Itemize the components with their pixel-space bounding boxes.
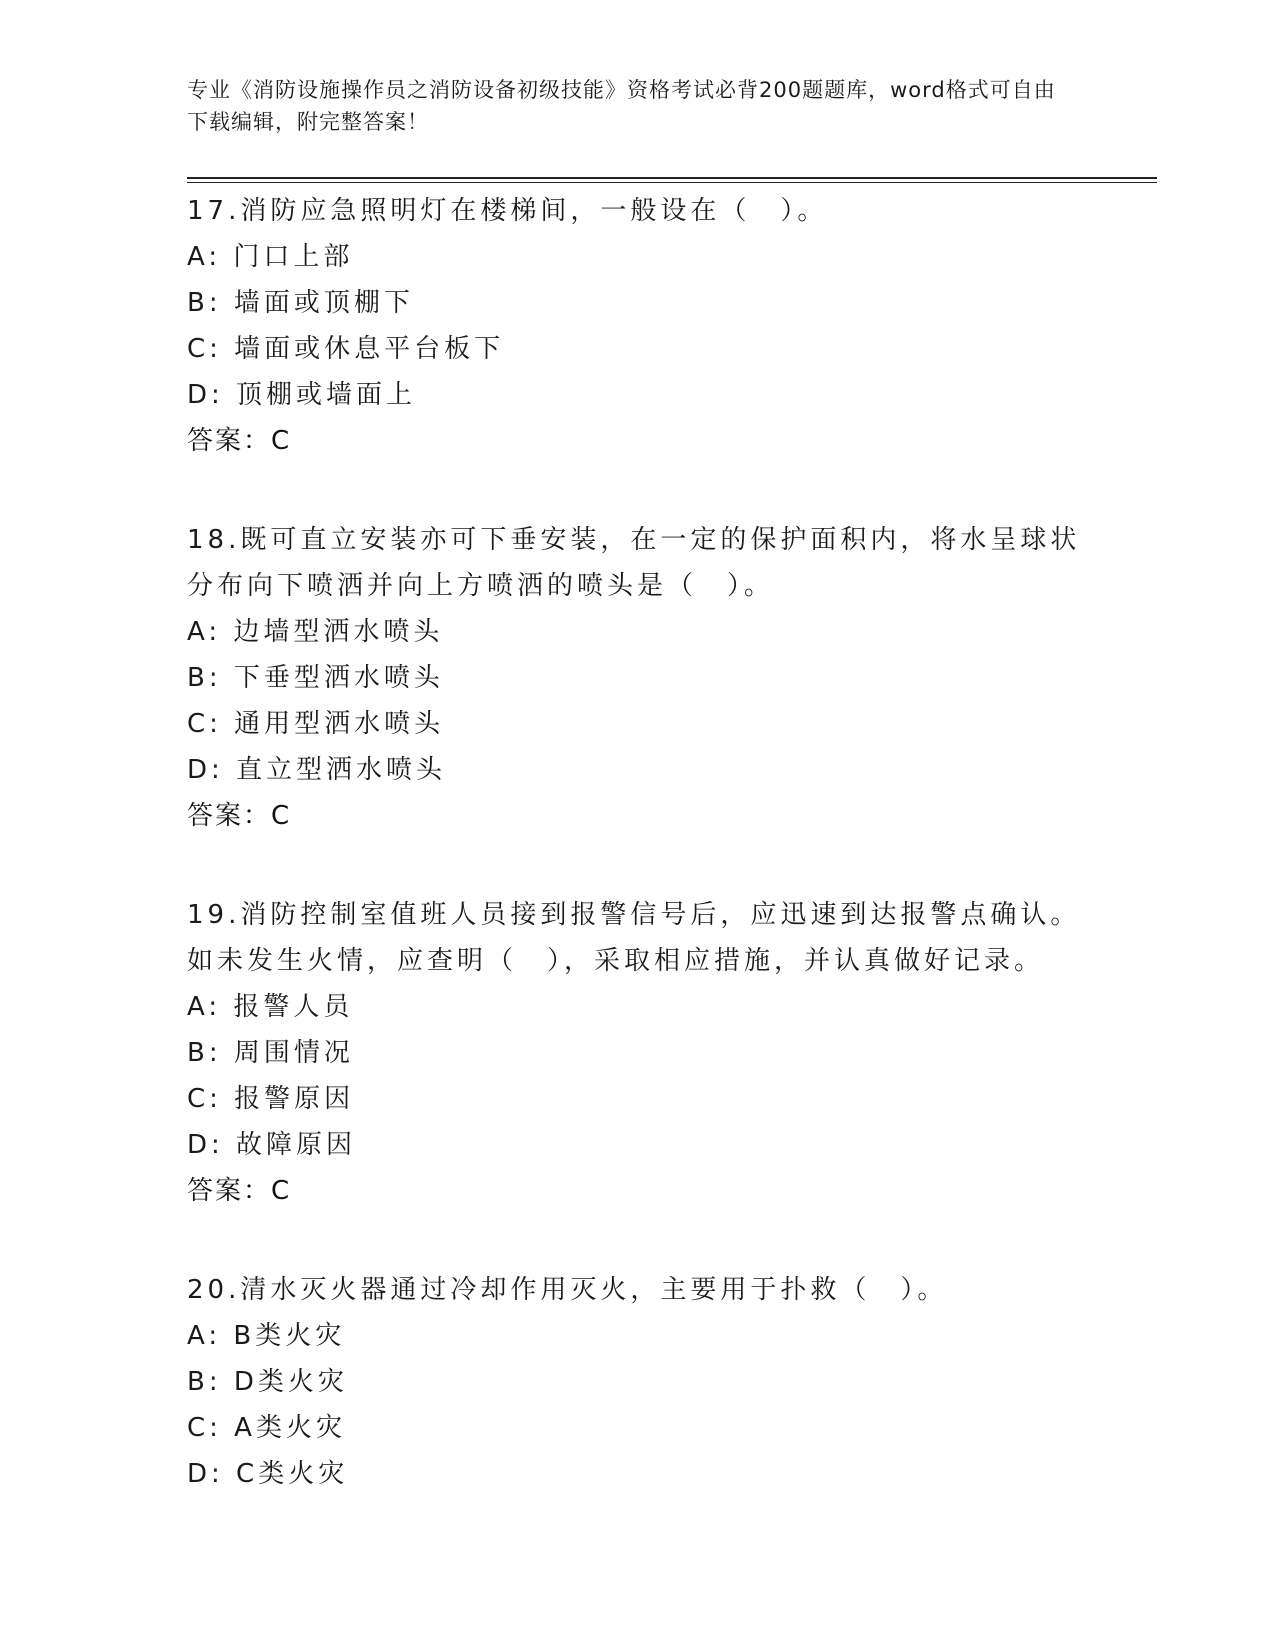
option-a: A: 边墙型洒水喷头: [187, 617, 444, 647]
question-20: [187, 1267, 1087, 1497]
header-divider-thin: [187, 182, 1157, 183]
answer-line: 答案：C: [187, 426, 292, 456]
option-a: A: B类火灾: [187, 1321, 346, 1351]
option-a: A: 门口上部: [187, 242, 354, 272]
option-b: B: 周围情况: [187, 1038, 354, 1068]
option-a: A: 报警人员: [187, 992, 354, 1022]
document-header: 专业《消防设施操作员之消防设备初级技能》资格考试必背200题题库，word格式可自由下载编辑，附完整答案！: [187, 78, 1056, 134]
answer-line: 答案：C: [187, 1176, 292, 1206]
question-18: [187, 517, 1087, 839]
option-c: C: A类火灾: [187, 1413, 346, 1443]
option-b: B: 墙面或顶棚下: [187, 288, 414, 318]
question-stem: 20.清水灭火器通过冷却作用灭火，主要用于扑救（ ）。: [187, 1275, 948, 1305]
option-b: B: D类火灾: [187, 1367, 348, 1397]
question-stem: 17.消防应急照明灯在楼梯间，一般设在（ ）。: [187, 196, 828, 226]
option-d: D: 故障原因: [187, 1130, 357, 1160]
option-d: D: 直立型洒水喷头: [187, 755, 447, 785]
question-17: [187, 188, 1087, 464]
answer-line: 答案：C: [187, 801, 292, 831]
option-d: D: 顶棚或墙面上: [187, 380, 417, 410]
question-19: [187, 892, 1087, 1214]
option-c: C: 通用型洒水喷头: [187, 709, 445, 739]
option-c: C: 墙面或休息平台板下: [187, 334, 505, 364]
header-divider-thick: [187, 177, 1157, 179]
option-b: B: 下垂型洒水喷头: [187, 663, 444, 693]
question-stem: 19.消防控制室值班人员接到报警信号后，应迅速到达报警点确认。如未发生火情，应查明（ ），采取相应措施，并认真做好记录。: [187, 900, 1081, 976]
option-d: D: C类火灾: [187, 1459, 349, 1489]
option-c: C: 报警原因: [187, 1084, 355, 1114]
question-list: [187, 188, 1087, 1550]
question-stem: 18.既可直立安装亦可下垂安装，在一定的保护面积内，将水呈球状分布向下喷洒并向上方喷洒的喷头是（ ）。: [187, 525, 1081, 601]
